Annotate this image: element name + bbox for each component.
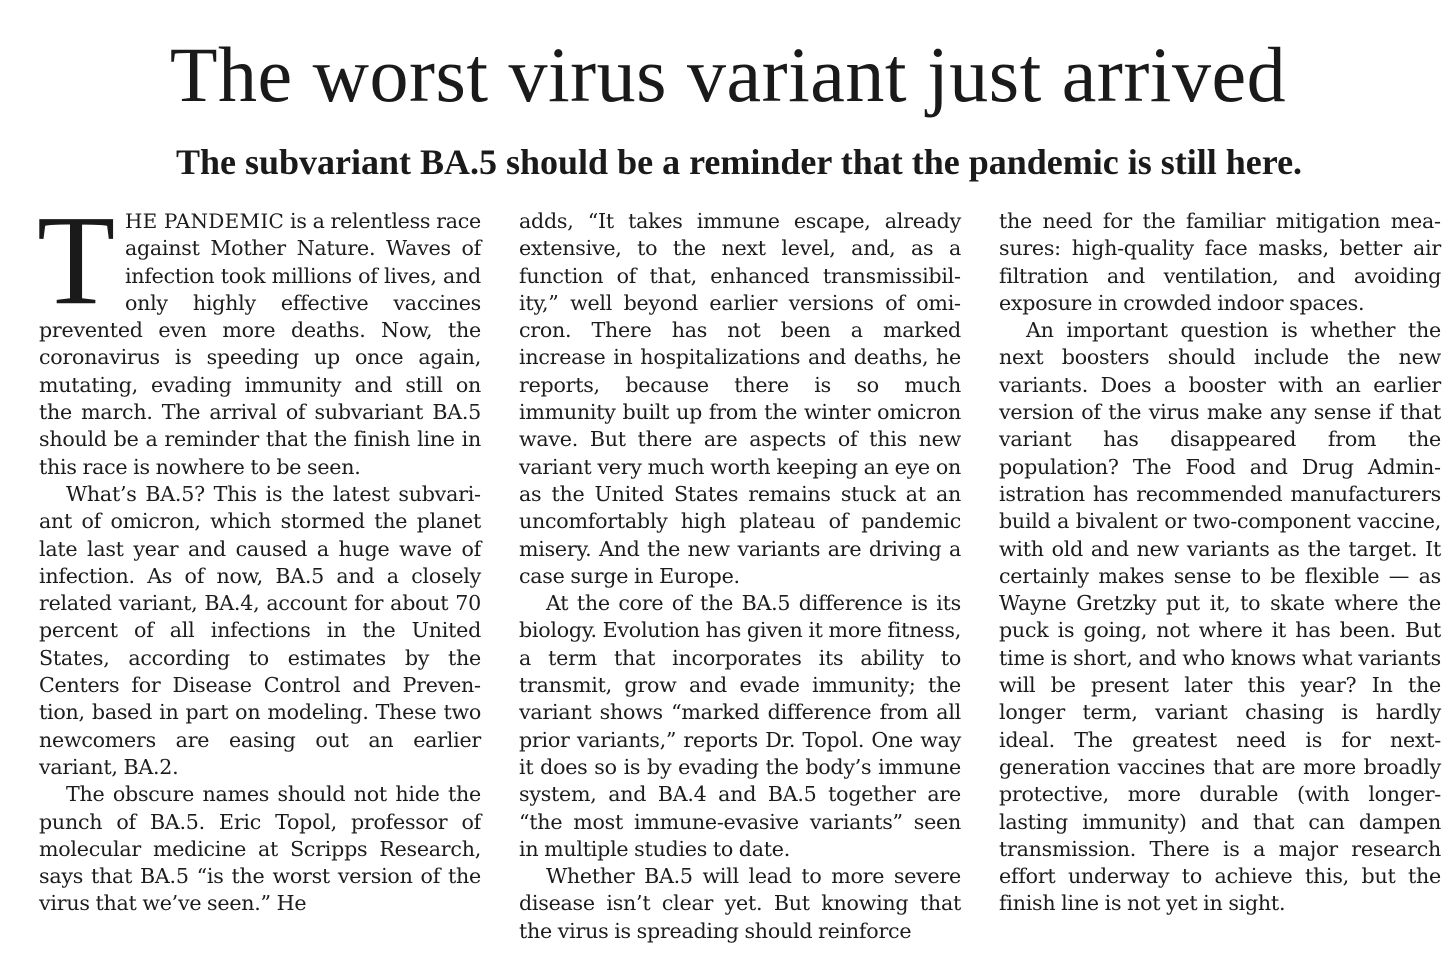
headline: The worst virus variant just arrived	[169, 31, 1287, 118]
column-1	[37, 189, 481, 918]
paragraph-3-continued: adds, “It takes immune escape, already extensive, to the next level, and, as a function of that, enhanced transmissibility,” well beyond earlier versions of omicron. There has not been a marked increase in hospitalizations and deaths, he reports, because there is so much immunity built up from the winter omicron wave. But there are aspects of this new variant very much worth keeping an eye on as the United States remains stuck at an uncomfortably high plateau of pandemic misery. And the new variants are driving a case surge in Europe.	[519, 209, 961, 588]
paragraph-4: At the core of the BA.5 difference is its biology. Evolution has given it more fitness, a term that incorporates its ability to transmit, grow and evade immunity; the variant shows “marked difference from all prior variants,” reports Dr. Topol. One way it does so is by evading the body’s immune system, and BA.4 and BA.5 together are “the most immune-evasive variants” seen in multiple studies to date.	[519, 591, 961, 861]
column-2	[519, 208, 961, 945]
paragraph-3-start: The obscure names should not hide the punch of BA.5. Eric Topol, professor of molecular medicine at Scripps Research, says that BA.5 “is the worst version of the virus that we’ve seen.” He	[39, 782, 481, 916]
paragraph-1	[37, 189, 481, 481]
paragraph-5-start: Whether BA.5 will lead to more severe disease isn’t clear yet. But knowing that the virus is spreading should reinforce	[519, 864, 961, 943]
lead-in-caps: HE PANDEMIC	[124, 209, 285, 233]
subheadline: The subvariant BA.5 should be a reminder that the pandemic is still here.	[175, 142, 1303, 182]
paragraph-6: An important question is whether the next boosters should include the new variants. Does a booster with an earlier version of the virus make any sense if that variant has disappeared from the population? The Food and Drug Administration has recommended manufacturers build a bivalent or two-component vaccine, with old and new variants as the target. It certainly makes sense to be flexible — as Wayne Gretzky put it, to skate where the puck is going, not where it has been. But time is short, and who knows what variants will be present later this year? In the longer term, variant chasing is hardly ideal. The greatest need is for next-generation vaccines that are more broadly protective, more durable (with longer-lasting immunity) and that can dampen transmission. There is a major research effort underway to achieve this, but the finish line is not yet in sight.	[999, 318, 1441, 916]
paragraph-5-continued: the need for the familiar mitigation measures: high-quality face masks, better air filtration and ventilation, and avoiding exposure in crowded indoor spaces.	[999, 209, 1441, 315]
paragraph-1-text: is a relentless race against Mother Nature. Waves of infection took millions of lives, and only highly effective vaccines prevented even more deaths. Now, the coronavirus is speeding up once again, mutating, evading immunity and still on the march. The arrival of subvariant BA.5 should be a reminder that the finish line in this race is nowhere to be seen.	[39, 209, 481, 479]
column-3	[999, 208, 1441, 918]
drop-cap: T	[37, 189, 115, 331]
paragraph-2: What’s BA.5? This is the latest subvariant of omicron, which stormed the planet late last year and caused a huge wave of infection. As of now, BA.5 and a closely related variant, BA.4, account for about 70 percent of all infections in the United States, according to estimates by the Centers for Disease Control and Prevention, based in part on modeling. These two newcomers are easing out an earlier variant, BA.2.	[39, 481, 481, 779]
